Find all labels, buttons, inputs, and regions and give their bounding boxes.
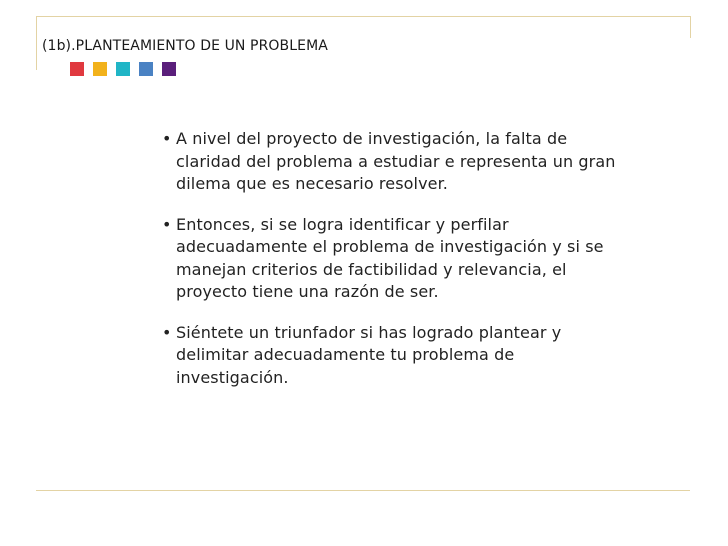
left-border-line xyxy=(36,16,37,70)
bullet-dot: • xyxy=(162,214,172,234)
bullet-item xyxy=(162,128,622,196)
color-squares xyxy=(70,62,176,76)
teal-square xyxy=(116,62,130,76)
bullet-text: Siéntete un triunfador si has logrado plantear y delimitar adecuadamente tu problema de investigación. xyxy=(176,322,562,387)
blue-square xyxy=(139,62,153,76)
bullet-text: Entonces, si se logra identificar y perfilar adecuadamente el problema de investigación y si se manejan criterios de factibilidad y relevancia, el proyecto tiene una razón de ser. xyxy=(176,214,604,301)
bullet-item xyxy=(162,322,622,390)
bullet-item xyxy=(162,214,622,304)
yellow-square xyxy=(93,62,107,76)
top-border-line xyxy=(36,16,690,17)
purple-square xyxy=(162,62,176,76)
bullet-dot: • xyxy=(162,129,172,148)
right-border-line xyxy=(690,16,691,38)
bottom-border-line xyxy=(36,490,690,491)
bullet-dot: • xyxy=(162,322,172,342)
bullet-text: A nivel del proyecto de investigación, la falta de claridad del problema a estudiar e representa un gran dilema que es necesario resolver. xyxy=(176,129,616,193)
slide-title: (1b).PLANTEAMIENTO DE UN PROBLEMA xyxy=(42,38,328,54)
bullet-list xyxy=(162,128,622,407)
red-square xyxy=(70,62,84,76)
